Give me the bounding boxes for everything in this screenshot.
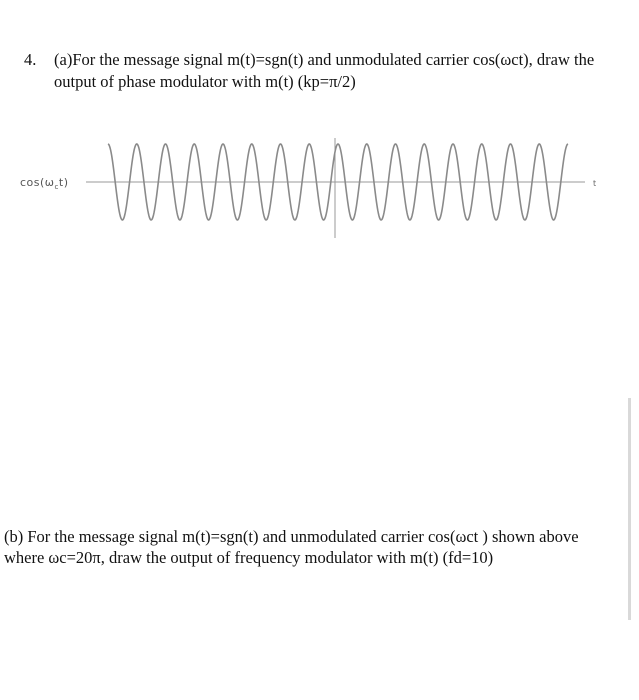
time-axis-label: t <box>593 179 597 188</box>
page-edge-divider <box>628 398 631 620</box>
part-a-text: (a)For the message signal m(t)=sgn(t) and unmodulated carrier cos(ωct), draw the output of phase modulator with m(t) (kp=π/2) <box>54 50 595 91</box>
signal-label: $\cos(\omega_ct)$ <box>20 176 69 192</box>
question-part-a <box>24 49 624 93</box>
carrier-waveform <box>0 130 639 240</box>
carrier-plot <box>0 130 639 240</box>
part-b-text: (b) For the message signal m(t)=sgn(t) and unmodulated carrier cos(ωct ) shown above where ωc=20π, draw the output of frequency modulator with m(t) (fd=10) <box>4 527 579 567</box>
question-number: 4. <box>24 50 37 69</box>
